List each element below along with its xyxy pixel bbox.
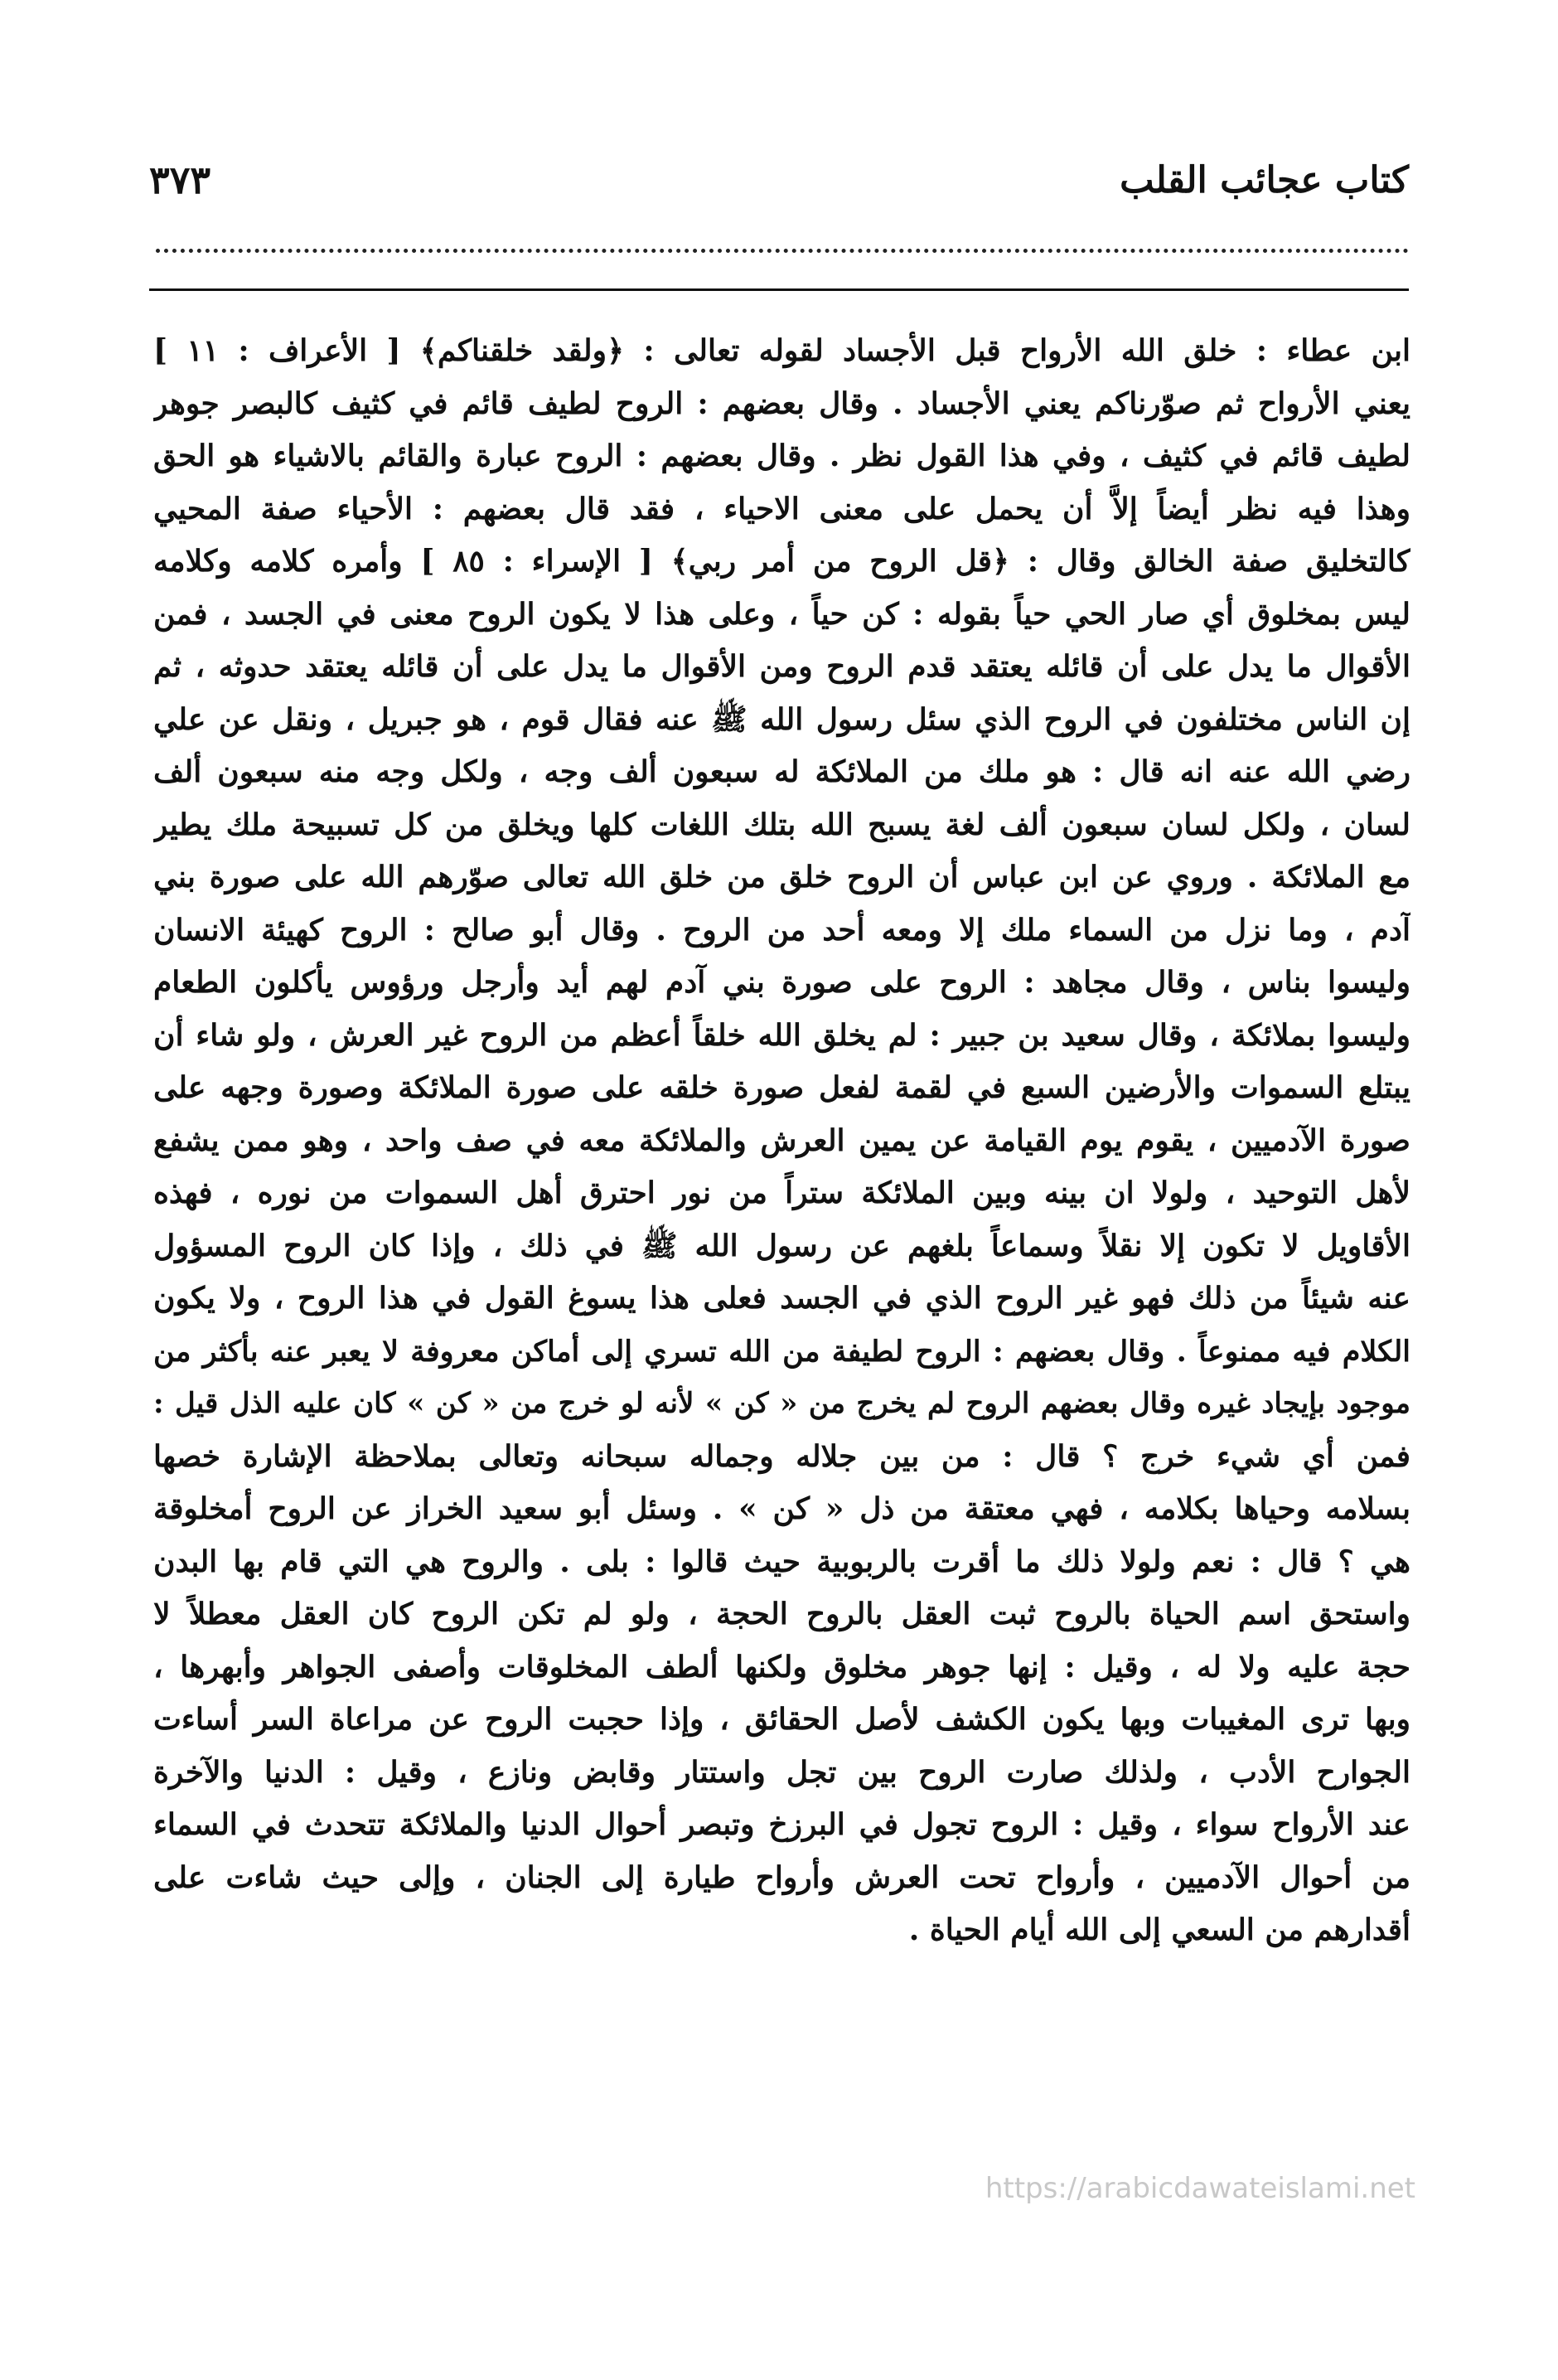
text-line: مع الملائكة . وروي عن ابن عباس أن الروح خلق من خلق الله تعالى صوّرهم الله على صورة بني <box>153 860 1410 894</box>
text-line: وليسوا بناس ، وقال مجاهد : الروح على صورة بني آدم لهم أيد وأرجل ورؤوس يأكلون الطعام <box>153 965 1410 1000</box>
text-line: ابن عطاء : خلق الله الأرواح قبل الأجساد لقوله تعالى : ﴿ولقد خلقناكم﴾ [ الأعراف : ١١ ] <box>153 333 1410 368</box>
body-text <box>153 325 1410 1957</box>
text-line: وليسوا بملائكة ، وقال سعيد بن جبير : لم يخلق الله خلقاً أعظم من الروح غير العرش ، ولو شاء أن <box>153 1017 1410 1053</box>
header-rule <box>149 288 1409 291</box>
text-line: بسلامه وحياها بكلامه ، فهي معتقة من ذل « كن » . وسئل أبو سعيد الخراز عن الروح أمخلوقة <box>153 1491 1410 1526</box>
text-line: لأهل التوحيد ، ولولا ان بينه وبين الملائكة ستراً من نور احترق أهل السموات من نوره ، فهذه <box>153 1175 1410 1210</box>
dotted-divider <box>156 249 1409 253</box>
text-line: موجود بإيجاد غيره وقال بعضهم الروح لم يخرج من « كن » لأنه لو خرج من « كن » كان عليه الذل قيل : <box>153 1387 1410 1420</box>
text-line: كالتخليق صفة الخالق وقال : ﴿قل الروح من أمر ربي﴾ [ الإسراء : ٨٥ ] وأمره كلامه وكلامه <box>153 544 1410 579</box>
text-line: الكلام فيه ممنوعاً . وقال بعضهم : الروح لطيفة من الله تسري إلى أماكن معروفة لا يعبر عنه بأكثر من <box>153 1334 1410 1369</box>
page-number: ٣٧٣ <box>149 158 211 202</box>
text-line: واستحق اسم الحياة بالروح ثبت العقل بالروح الحجة ، ولو لم تكن الروح كان العقل معطلاً لا <box>153 1597 1410 1631</box>
text-line: هي ؟ قال : نعم ولولا ذلك ما أقرت بالربوبية حيث قالوا : بلى . والروح هي التي قام بها البدن <box>153 1544 1410 1579</box>
text-line: وبها ترى المغيبات وبها يكون الكشف لأصل الحقائق ، وإذا حجبت الروح عن مراعاة السر أساءت <box>153 1702 1410 1737</box>
text-line: عند الأرواح سواء ، وقيل : الروح تجول في البرزخ وتبصر أحوال الدنيا والملائكة تتحدث في السماء <box>153 1807 1410 1842</box>
text-line: وهذا فيه نظر أيضاً إلاَّ أن يحمل على معنى الاحياء ، فقد قال بعضهم : الأحياء صفة المحيي <box>153 491 1410 526</box>
page-header <box>149 124 1409 202</box>
text-line: صورة الآدميين ، يقوم يوم القيامة عن يمين العرش والملائكة معه في صف واحد ، وهو ممن يشفع <box>153 1122 1410 1158</box>
text-line: إن الناس مختلفون في الروح الذي سئل رسول الله ﷺ عنه فقال قوم ، هو جبريل ، ونقل عن علي <box>153 701 1410 737</box>
text-line: حجة عليه ولا له ، وقيل : إنها جوهر مخلوق ولكنها ألطف المخلوقات وأصفى الجواهر وأبهرها ، <box>153 1649 1410 1684</box>
text-line: الأقاويل لا تكون إلا نقلاً وسماعاً بلغهم عن رسول الله ﷺ في ذلك ، وإذا كان الروح المسؤول <box>153 1228 1410 1263</box>
text-line: آدم ، وما نزل من السماء ملك إلا ومعه أحد من الروح . وقال أبو صالح : الروح كهيئة الانسان <box>153 912 1410 948</box>
text-line: الجوارح الأدب ، ولذلك صارت الروح بين تجل واستتار وقابض ونازع ، وقيل : الدنيا والآخرة <box>153 1754 1410 1790</box>
book-title: كتاب عجائب القلب <box>1120 159 1409 201</box>
text-line: عنه شيئاً من ذلك فهو غير الروح الذي في الجسد فعلى هذا يسوغ القول في هذا الروح ، ولا يكون <box>153 1281 1410 1316</box>
source-watermark: https://arabicdawateislami.net <box>985 2172 1415 2205</box>
text-line: من أحوال الآدميين ، وأرواح تحت العرش وأرواح طيارة إلى الجنان ، وإلى حيث شاءت على <box>153 1859 1410 1895</box>
text-line: لسان ، ولكل لسان سبعون ألف لغة يسبح الله بتلك اللغات كلها ويخلق من كل تسبيحة ملك يطير <box>153 807 1410 842</box>
text-line: فمن أي شيء خرج ؟ قال : من بين جلاله وجماله سبحانه وتعالى بملاحظة الإشارة خصها <box>153 1438 1410 1474</box>
text-line: يبتلع السموات والأرضين السبع في لقمة لفعل صورة خلقه على صورة الملائكة وصورة وجهه على <box>153 1070 1410 1105</box>
text-line: أقدارهم من السعي إلى الله أيام الحياة . <box>908 1912 1410 1947</box>
text-line: لطيف قائم في كثيف ، وفي هذا القول نظر . وقال بعضهم : الروح عبارة والقائم بالاشياء هو الحق <box>153 439 1410 473</box>
text-line: رضي الله عنه انه قال : هو ملك من الملائكة له سبعون ألف وجه ، ولكل وجه منه سبعون ألف <box>153 754 1410 789</box>
text-line: يعني الأرواح ثم صوّرناكم يعني الأجساد . وقال بعضهم : الروح لطيف قائم في كثيف كالبصر جوهر <box>153 385 1410 421</box>
text-line: ليس بمخلوق أي صار الحي حياً بقوله : كن حياً ، وعلى هذا لا يكون الروح معنى في الجسد ، فمن <box>153 596 1410 632</box>
text-line: الأقوال ما يدل على أن قائله يعتقد قدم الروح ومن الأقوال ما يدل على أن قائله يعتقد حدوثه ، ثم <box>153 649 1410 684</box>
